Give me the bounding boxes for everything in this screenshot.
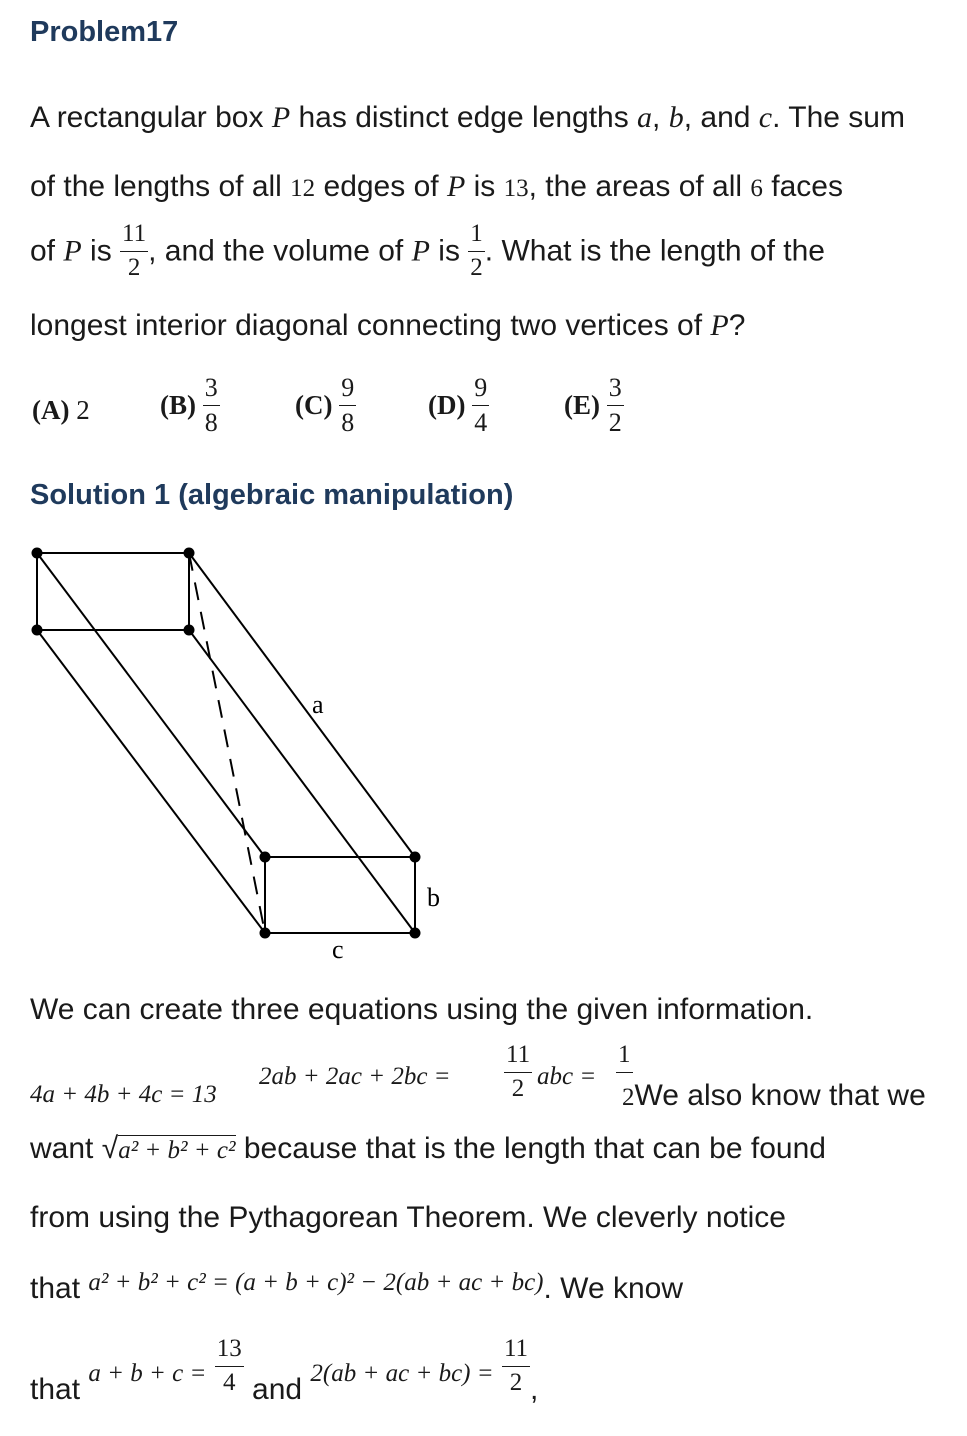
solution-paragraph-4: from using the Pythagorean Theorem. We cleverly notice — [30, 1201, 786, 1234]
solution-paragraph-5: that $^{a^2 + b^2 + c^2 = (a + b + c)^2 - 2(ab + ac + bc)}$. We know — [30, 1269, 684, 1305]
problem-title: Problem17 — [30, 16, 179, 48]
sqrt-symbol: √ — [101, 1132, 119, 1165]
solution-paragraph-3: want √a² + b² + c² because that is the length that can be found — [30, 1132, 826, 1165]
solution-paragraph-1: We can create three equations using the given information. — [30, 993, 814, 1026]
problem-line-3: of P is $\frac{11}{2}$ , and the volume of P is $\frac{1}{2}$ . What is the length of the — [30, 220, 825, 281]
edge-label-b: b — [427, 883, 440, 912]
fraction-one-half: $\frac{1}{2}$ — [470, 220, 483, 281]
edge-label-a: a — [312, 690, 324, 719]
option-e: (E) $\frac{3}{2}$ — [564, 373, 622, 437]
equation-face-areas: 2ab + 2ac + 2bc = — [259, 1063, 451, 1090]
identity-expression: a² + b² + c² = (a + b + c)² − 2(ab + ac + bc) — [88, 1269, 544, 1296]
solution-title: Solution 1 (algebraic manipulation) — [30, 479, 514, 511]
equation-volume-fraction: 1 — [616, 1041, 633, 1073]
option-c: (C) $\frac{9}{8}$ — [295, 373, 355, 437]
solution-paragraph-2-start: 2We also know that we — [622, 1079, 926, 1112]
option-a: (A) 2 — [32, 395, 90, 425]
box-diagram — [20, 540, 460, 960]
equation-face-areas-fraction: $\frac{11}{2}$ — [506, 1041, 531, 1102]
equation-volume: abc = — [537, 1063, 597, 1090]
option-d: (D) $\frac{9}{4}$ — [428, 373, 488, 437]
option-b: (B) $\frac{3}{8}$ — [160, 373, 218, 437]
problem-line-2: of the lengths of all 12 edges of P is 13, the areas of all 6 faces — [30, 170, 843, 203]
edge-label-c: c — [332, 935, 344, 960]
problem-line-1: A rectangular box P has distinct edge lengths a, b, and c. The sum — [30, 101, 905, 134]
problem-line-4: longest interior diagonal connecting two vertices of P? — [30, 309, 746, 342]
equation-edge-sum: 4a + 4b + 4c = 13 — [30, 1081, 217, 1108]
solution-paragraph-6: that $_{a + b + c =}$ $\frac{13}{4}$ and $_{2(ab + ac + bc) =}$ $\frac{11}{2}$ , — [30, 1335, 539, 1406]
fraction-eleven-halves: $\frac{11}{2}$ — [122, 220, 147, 281]
sqrt-expression: a² + b² + c² — [118, 1137, 236, 1164]
